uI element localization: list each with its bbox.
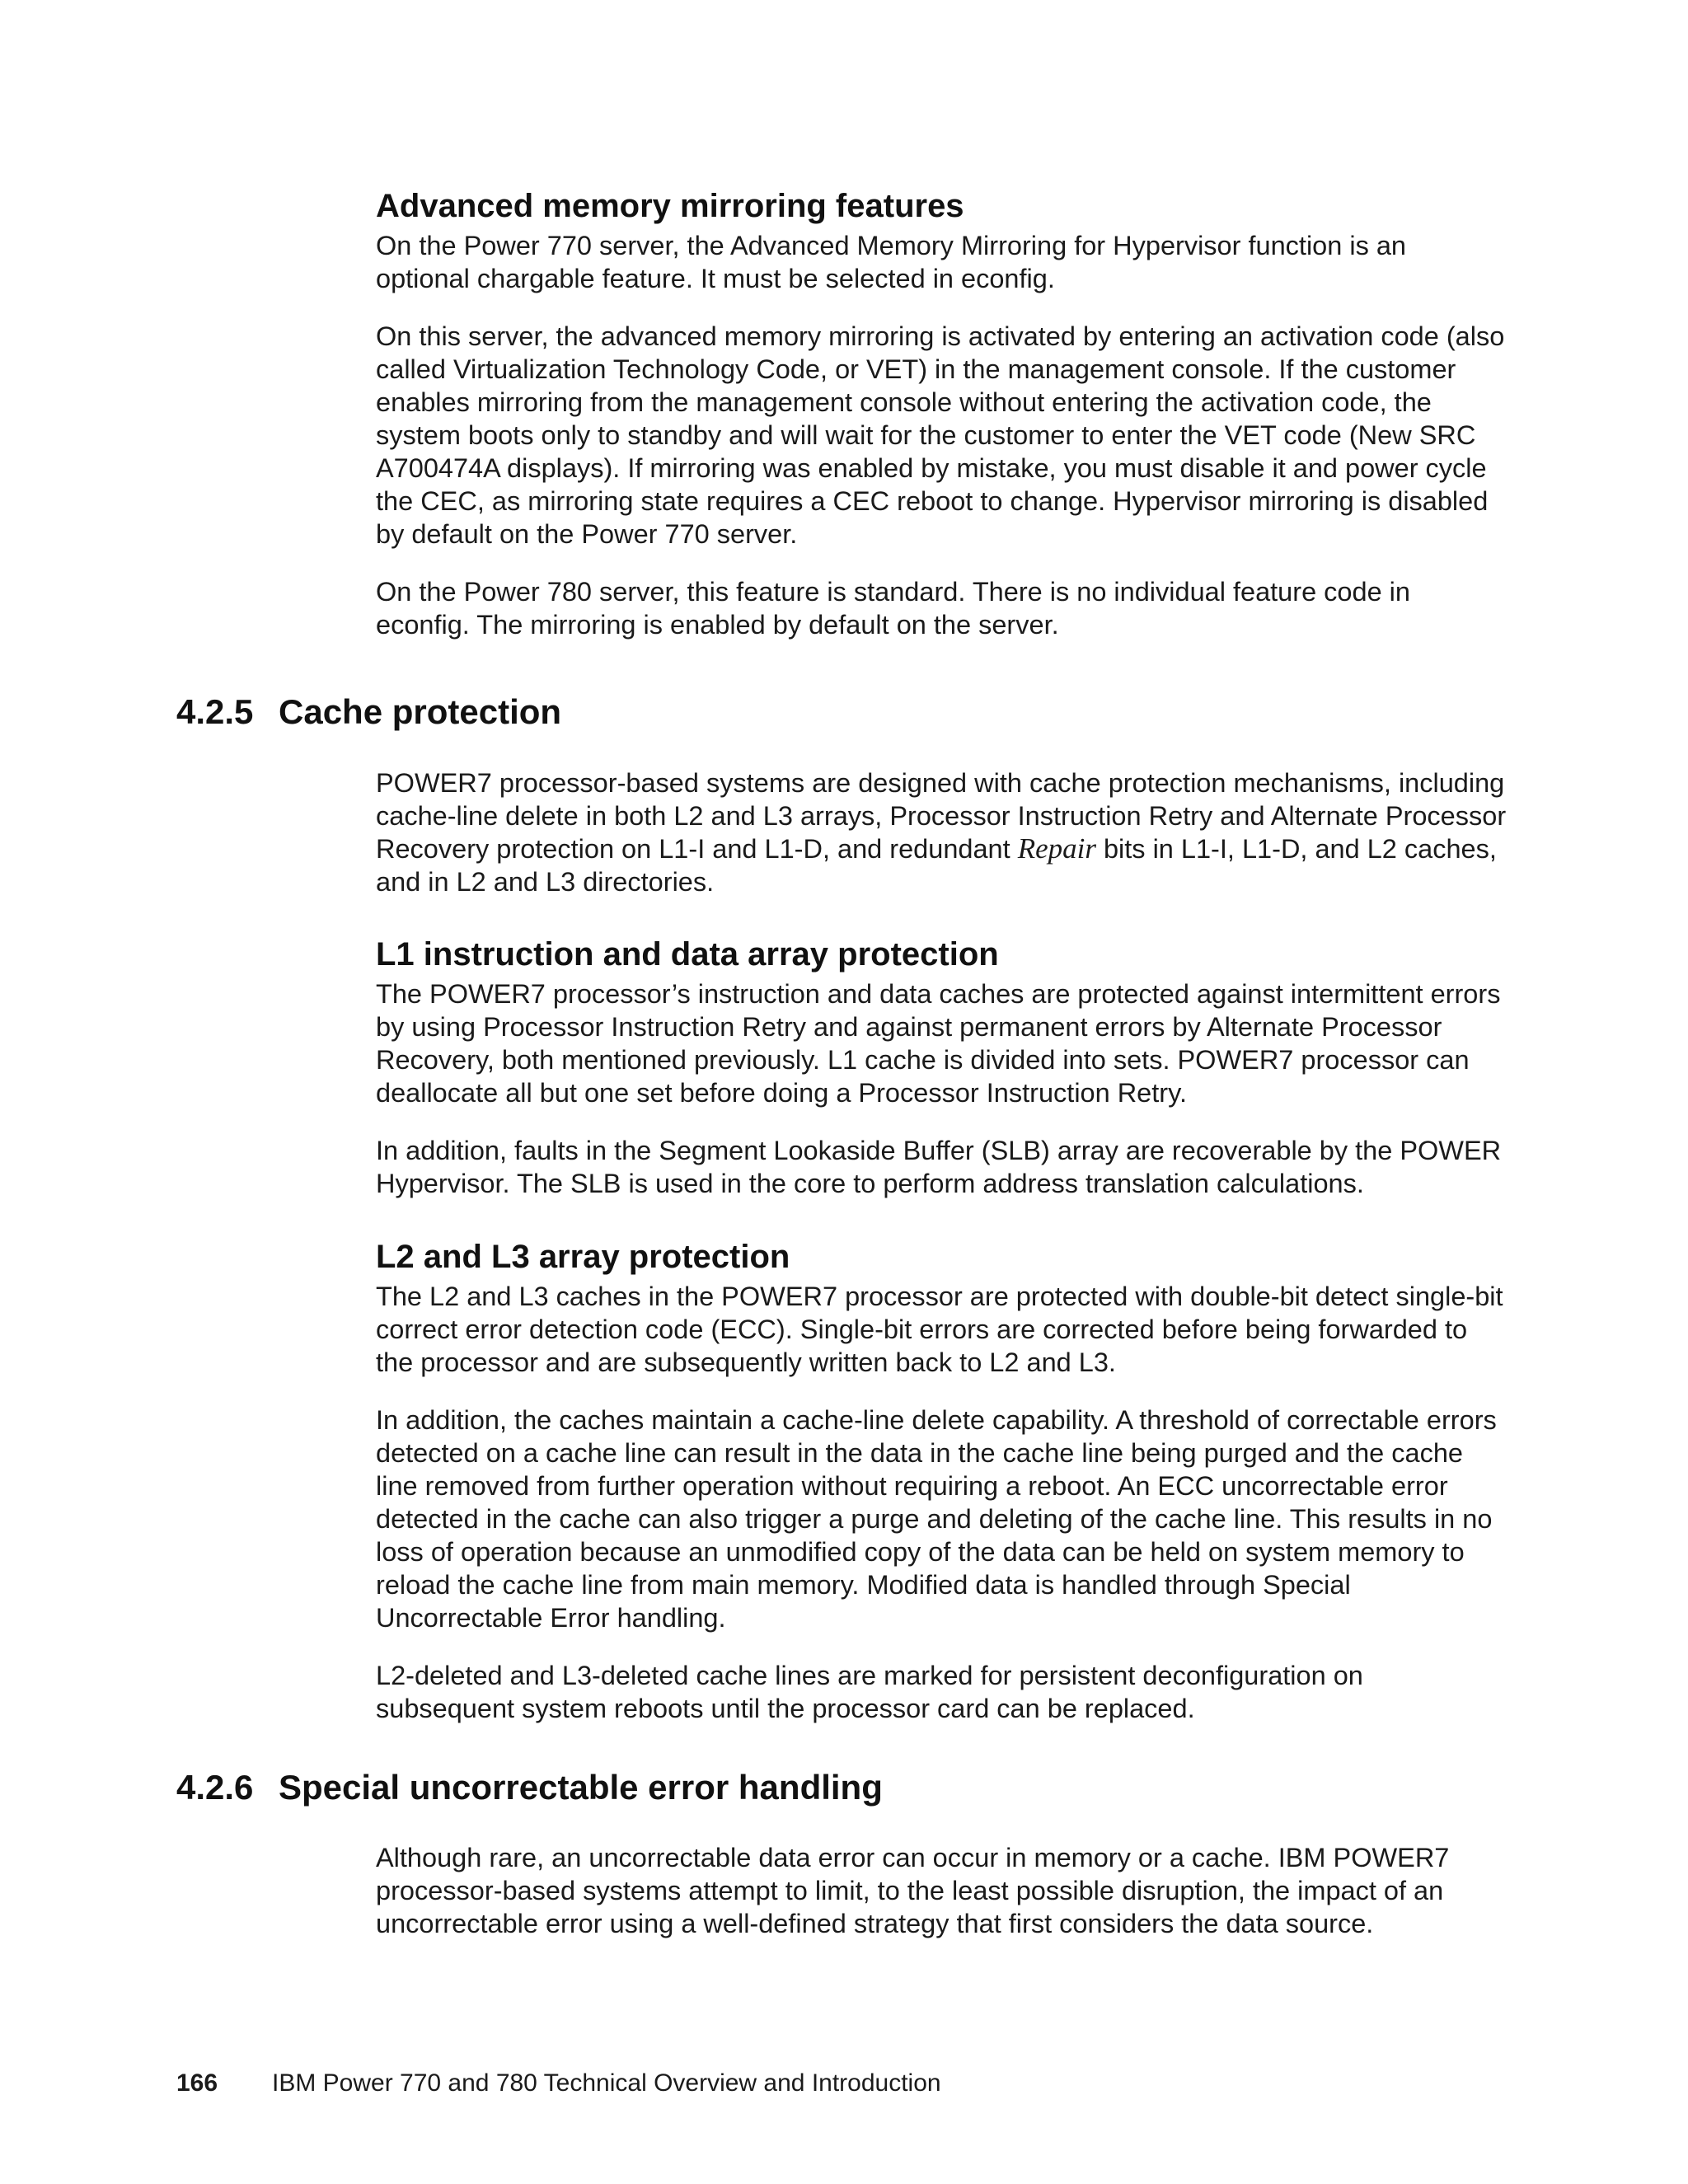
ammf-paragraph-1: On the Power 770 server, the Advanced Memory Mirroring for Hypervisor function is an optional chargable feature. It must be selected in econfig. bbox=[376, 231, 1406, 293]
cache-protection-text-start: POWER7 processor-based systems are designed with cache protection mechanisms, including cache-line delete in both L2 and L3 arrays, Processor Instruction Retry and Alternate Processor Recovery protection on L1-I and L1-D, and redundant bbox=[376, 768, 1507, 864]
sue-block bbox=[376, 1841, 1507, 1940]
section-heading-4-2-5 bbox=[176, 691, 561, 733]
section-number: 4.2.5 bbox=[176, 692, 254, 731]
ammf-heading: Advanced memory mirroring features bbox=[376, 188, 964, 224]
l1-heading: L1 instruction and data array protection bbox=[376, 936, 999, 972]
l1-paragraph-2: In addition, faults in the Segment Lookaside Buffer (SLB) array are recoverable by the POWER Hypervisor. The SLB is used in the core to perform address translation calculations. bbox=[376, 1136, 1502, 1198]
cache-protection-block bbox=[376, 766, 1507, 898]
ammf-paragraph-3: On the Power 780 server, this feature is standard. There is no individual feature code in econfig. The mirroring is enabled by default on the server. bbox=[376, 577, 1410, 640]
l1-block bbox=[376, 934, 1507, 1200]
sue-paragraph-1: Although rare, an uncorrectable data error can occur in memory or a cache. IBM POWER7 processor-based systems attempt to limit, to the least possible disruption, the impact of an uncorrectable error using a well-defined strategy that first considers the data source. bbox=[376, 1843, 1450, 1938]
page-number: 166 bbox=[176, 2069, 218, 2097]
l2l3-paragraph-2: In addition, the caches maintain a cache-line delete capability. A threshold of correctable errors detected on a cache line can result in the data in the cache line being purged and the cache line removed from further operation without requiring a reboot. An ECC uncorrectable error detected in the cache can also trigger a purge and deleting of the cache line. This results in no loss of operation because an unmodified copy of the data can be held on system memory to reload the cache line from main memory. Modified data is handled through Special Uncorrectable Error handling. bbox=[376, 1405, 1497, 1633]
section-title: Cache protection bbox=[279, 692, 562, 731]
section-number: 4.2.6 bbox=[176, 1768, 254, 1807]
ammf-paragraph-2: On this server, the advanced memory mirroring is activated by entering an activation code (also called Virtualization Technology Code, or VET) in the management console. If the customer enables mirroring from the management console without entering the activation code, the system boots only to standby and will wait for the customer to enter the VET code (New SRC A700474A displays). If mirroring was enabled by mistake, you must disable it and power cycle the CEC, as mirroring state requires a CEC reboot to change. Hypervisor mirroring is disabled by default on the Power 770 server. bbox=[376, 321, 1505, 549]
l2l3-block bbox=[376, 1236, 1507, 1725]
section-title: Special uncorrectable error handling bbox=[279, 1768, 883, 1807]
l2l3-paragraph-3: L2-deleted and L3-deleted cache lines are marked for persistent deconfiguration on subsequent system reboots until the processor card can be replaced. bbox=[376, 1661, 1363, 1723]
repair-italic: Repair bbox=[1017, 832, 1096, 865]
book-title: IBM Power 770 and 780 Technical Overview and Introduction bbox=[272, 2069, 941, 2097]
l2l3-paragraph-1: The L2 and L3 caches in the POWER7 processor are protected with double-bit detect single-bit correct error detection code (ECC). Single-bit errors are corrected before being forwarded to the processor and are subsequently written back to L2 and L3. bbox=[376, 1282, 1503, 1377]
l2l3-heading: L2 and L3 array protection bbox=[376, 1239, 790, 1275]
section-heading-4-2-6 bbox=[176, 1766, 883, 1809]
cache-protection-text-end: bits in L1-I, L1-D, and L2 caches, and in L2 and L3 directories. bbox=[376, 834, 1497, 897]
l1-paragraph-1: The POWER7 processor’s instruction and data caches are protected against intermittent errors by using Processor Instruction Retry and against permanent errors by Alternate Processor Recovery, both mentioned previously. L1 cache is divided into sets. POWER7 processor can deallocate all but one set before doing a Processor Instruction Retry. bbox=[376, 979, 1501, 1108]
page-footer bbox=[176, 2067, 941, 2100]
cache-protection-paragraph bbox=[376, 766, 1507, 898]
ammf-block bbox=[376, 185, 1507, 641]
